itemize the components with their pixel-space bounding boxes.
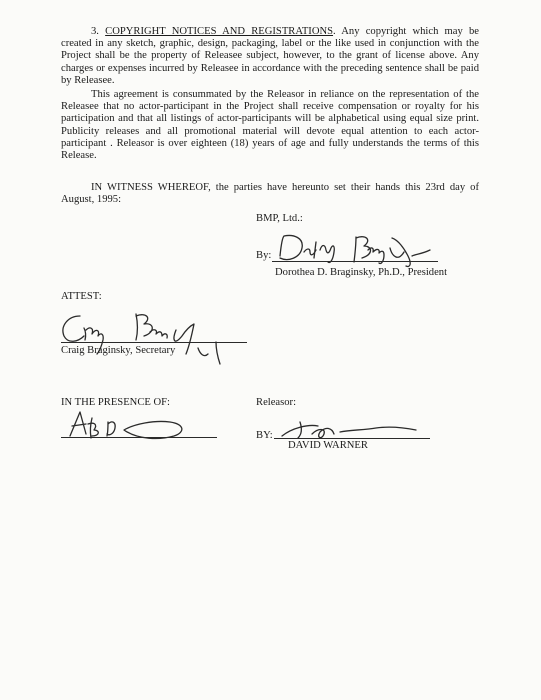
witness-signature (64, 408, 194, 442)
witness-paragraph: IN WITNESS WHEREOF, the parties have hereunto set their hands this 23rd day of August, 1995: (61, 182, 479, 206)
presence-heading: IN THE PRESENCE OF: (61, 397, 170, 408)
section-heading: COPYRIGHT NOTICES AND REGISTRATIONS (105, 26, 334, 37)
company-name: BMP, Ltd.: (256, 213, 303, 224)
copyright-body: . Any copyright which may be created in any sketch, graphic, design, packaging, label or the like used in conjunction with the Project shall be the property of Releasee subject, however, to the grant of license above. Any charges or expenses incurred by Releasee in accordance with the preceding sentence shall be paid by Releasee. (61, 26, 479, 86)
releasor-signature (278, 418, 428, 442)
releasor-signer: DAVID WARNER (288, 440, 368, 451)
attest-heading: ATTEST: (61, 291, 102, 302)
releasee-signer: Dorothea D. Braginsky, Ph.D., President (275, 267, 448, 278)
releasee-by-label: By: (256, 250, 272, 261)
copyright-paragraph (61, 26, 479, 87)
releasor-heading: Releasor: (256, 397, 297, 408)
section-number: 3. (91, 26, 99, 37)
releasor-by-label: BY: (256, 430, 273, 441)
attest-signature (58, 308, 248, 366)
consummation-paragraph: This agreement is consummated by the Releasor in reliance on the representation of the Releasee that no actor-participant in the Project shall receive compensation or royalty for his participation and that all listings of actor-participants will be alphabetical using equal size print. Publicity releases and all promotional material will devote equal attention to each actor-participant . Releasor is over eighteen (18) years of age and fully understands the terms of this Release. (61, 89, 479, 162)
attest-signer: Craig Braginsky, Secretary (61, 345, 176, 356)
